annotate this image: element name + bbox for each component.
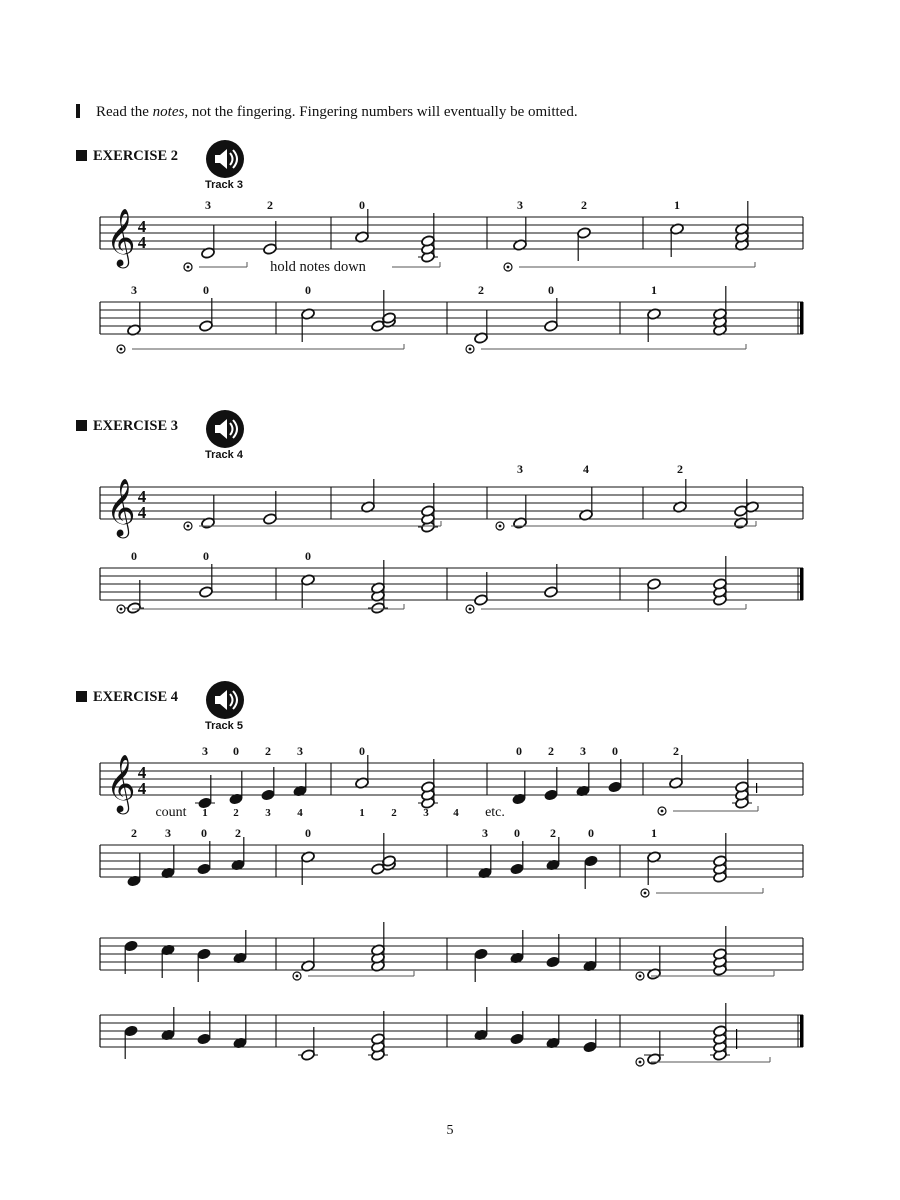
- fingering-number: 3: [580, 744, 586, 758]
- quarter-note: [197, 948, 212, 960]
- fingering-number: 0: [359, 198, 365, 212]
- fingering-number: 0: [588, 826, 594, 840]
- exercise-4-title: EXERCISE 4: [76, 689, 178, 706]
- quarter-note: [474, 948, 489, 960]
- exercise-2-title: EXERCISE 2: [76, 148, 178, 165]
- fingering-number: 0: [203, 283, 209, 297]
- fingering-number: 3: [517, 198, 523, 212]
- count-label: count: [155, 805, 187, 820]
- exercise-3-title: EXERCISE 3: [76, 418, 178, 435]
- fingering-number: 2: [550, 826, 556, 840]
- tie-circle-dot: [187, 525, 190, 528]
- half-note: [127, 602, 142, 614]
- fingering-number: 1: [651, 283, 657, 297]
- chord-note: [371, 602, 386, 614]
- half-note: [474, 594, 489, 606]
- fingering-number: 3: [205, 198, 211, 212]
- tie-circle-dot: [639, 1061, 642, 1064]
- fingering-number: 3: [165, 826, 171, 840]
- treble-clef-icon: 𝄞: [106, 755, 136, 811]
- fingering-number: 2: [673, 744, 679, 758]
- quarter-note: [544, 789, 559, 801]
- fingering-number: 0: [233, 744, 239, 758]
- fingering-number: 0: [548, 283, 554, 297]
- fingering-number: 0: [514, 826, 520, 840]
- tie-circle-dot: [507, 266, 510, 269]
- tie-circle-dot: [639, 975, 642, 978]
- tie-circle-dot: [120, 608, 123, 611]
- fingering-number: 3: [131, 283, 137, 297]
- beat-number: 3: [265, 807, 271, 819]
- fingering-number: 0: [201, 826, 207, 840]
- quarter-note: [124, 940, 139, 952]
- page-number: 5: [446, 1123, 454, 1138]
- final-barline-thick: [800, 302, 804, 334]
- beat-number: 2: [391, 807, 397, 819]
- fingering-number: 2: [677, 462, 683, 476]
- half-note: [199, 586, 214, 598]
- fingering-number: 0: [359, 744, 365, 758]
- chord-roll-mark: [736, 1029, 737, 1049]
- quarter-note: [510, 863, 525, 875]
- beat-number: 4: [453, 807, 459, 819]
- time-signature-bottom: 4: [137, 503, 147, 522]
- time-signature-top: 4: [137, 763, 147, 782]
- half-note: [199, 320, 214, 332]
- quarter-note: [608, 781, 623, 793]
- final-barline-thick: [800, 568, 804, 600]
- hold-notes-instruction: hold notes down: [270, 259, 366, 275]
- fingering-number: 3: [517, 462, 523, 476]
- treble-clef-icon: 𝄞: [106, 209, 136, 265]
- half-note: [577, 227, 592, 239]
- fingering-number: 3: [202, 744, 208, 758]
- track-label: Track 3: [205, 179, 243, 191]
- tie-circle-dot: [469, 348, 472, 351]
- time-signature-top: 4: [137, 487, 147, 506]
- beat-number: 4: [297, 807, 303, 819]
- tie-circle-dot: [644, 892, 647, 895]
- beat-number: 1: [359, 807, 365, 819]
- tie-circle-dot: [120, 348, 123, 351]
- tie-circle-dot: [469, 608, 472, 611]
- fingering-number: 2: [548, 744, 554, 758]
- quarter-note: [261, 789, 276, 801]
- half-note: [263, 513, 278, 525]
- time-signature-bottom: 4: [137, 779, 147, 798]
- beat-number: 3: [423, 807, 429, 819]
- quarter-note: [546, 956, 561, 968]
- quarter-note: [197, 1033, 212, 1045]
- etc-label: etc.: [485, 805, 505, 820]
- tie-circle-dot: [296, 975, 299, 978]
- track-label: Track 4: [205, 449, 243, 461]
- time-signature-top: 4: [137, 217, 147, 236]
- fingering-number: 0: [305, 549, 311, 563]
- half-note: [263, 243, 278, 255]
- quarter-note: [584, 855, 599, 867]
- fingering-number: 2: [235, 826, 241, 840]
- tie-circle-dot: [187, 266, 190, 269]
- fingering-number: 3: [482, 826, 488, 840]
- treble-clef-icon: 𝄞: [106, 479, 136, 535]
- beat-number: 1: [202, 807, 208, 819]
- half-note: [544, 320, 559, 332]
- fingering-number: 4: [583, 462, 589, 476]
- fingering-number: 3: [297, 744, 303, 758]
- half-note: [647, 578, 662, 590]
- quarter-note: [124, 1025, 139, 1037]
- time-signature-bottom: 4: [137, 233, 147, 252]
- quarter-note: [197, 863, 212, 875]
- fingering-number: 2: [265, 744, 271, 758]
- fingering-number: 0: [203, 549, 209, 563]
- fingering-number: 0: [305, 826, 311, 840]
- half-note: [544, 586, 559, 598]
- half-note: [301, 1049, 316, 1061]
- fingering-number: 0: [516, 744, 522, 758]
- fingering-number: 1: [651, 826, 657, 840]
- tie-circle-dot: [661, 810, 664, 813]
- quarter-note: [583, 1041, 598, 1053]
- fingering-number: 2: [478, 283, 484, 297]
- beat-number: 2: [233, 807, 239, 819]
- fingering-number: 0: [305, 283, 311, 297]
- fingering-number: 2: [267, 198, 273, 212]
- fingering-number: 2: [581, 198, 587, 212]
- fingering-number: 1: [674, 198, 680, 212]
- chord-roll-mark: [756, 783, 757, 793]
- intro-instruction: Read the notes, not the fingering. Fingering numbers will eventually be omitted.: [76, 104, 578, 121]
- fingering-number: 0: [612, 744, 618, 758]
- final-barline-thick: [800, 1015, 804, 1047]
- fingering-number: 0: [131, 549, 137, 563]
- fingering-number: 2: [131, 826, 137, 840]
- quarter-note: [510, 1033, 525, 1045]
- tie-circle-dot: [499, 525, 502, 528]
- track-label: Track 5: [205, 720, 243, 732]
